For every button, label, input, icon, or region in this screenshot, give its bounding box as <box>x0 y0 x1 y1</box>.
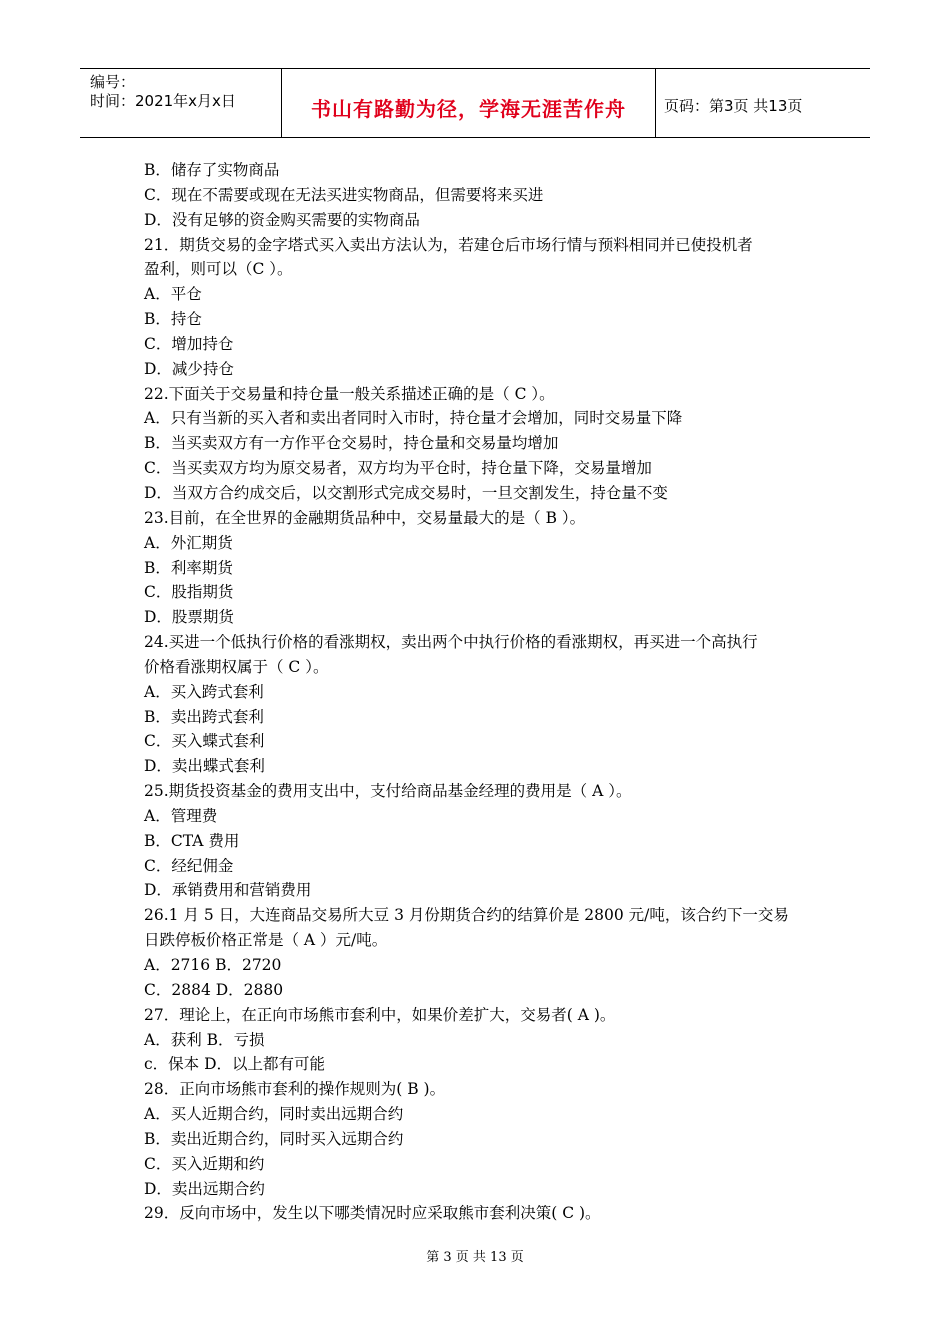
text-line: 28．正向市场熊市套利的操作规则为( B )。 <box>144 1080 446 1099</box>
text-line: C．现在不需要或现在无法买进实物商品，但需要将来买进 <box>144 185 544 204</box>
text-line: 29．反向市场中，发生以下哪类情况时应采取熊市套利决策( C )。 <box>144 1204 601 1223</box>
text-line: B．卖出跨式套利 <box>144 707 264 726</box>
text-line: A．管理费 <box>144 806 218 825</box>
text-line: A．平仓 <box>144 285 202 304</box>
text-line: D．当双方合约成交后，以交割形式完成交易时，一旦交割发生，持仓量不变 <box>144 483 668 502</box>
text-line: D．承销费用和营销费用 <box>144 881 312 900</box>
text-line: 价格看涨期权属于（ C ）。 <box>144 657 329 676</box>
text-line: D．股票期货 <box>144 608 234 627</box>
text-line: C．经纪佣金 <box>144 856 234 875</box>
text-line: 27．理论上，在正向市场熊市套利中，如果价差扩大，交易者( A )。 <box>144 1005 616 1024</box>
text-line: 日跌停板价格正常是（ A ）元/吨。 <box>144 931 388 950</box>
text-line: A．只有当新的买入者和卖出者同时入市时，持仓量才会增加，同时交易量下降 <box>144 409 683 428</box>
text-line: 26.1 月 5 日，大连商品交易所大豆 3 月份期货合约的结算价是 2800 元/吨，该合约下一交易 <box>144 906 789 925</box>
text-line: D．卖出蝶式套利 <box>144 757 265 776</box>
text-line: B．储存了实物商品 <box>144 161 280 179</box>
document-body <box>144 158 824 1226</box>
text-line: C．买入蝶式套利 <box>144 732 265 751</box>
motto-text: 书山有路勤为径，学海无涯苦作舟 <box>311 97 626 121</box>
text-line: C．增加持仓 <box>144 334 234 353</box>
text-line: A．买人近期合约，同时卖出远期合约 <box>144 1105 404 1124</box>
page-header <box>80 68 870 138</box>
text-line: B．当买卖双方有一方作平仓交易时，持仓量和交易量均增加 <box>144 434 559 453</box>
text-line: D．减少持仓 <box>144 359 234 378</box>
text-line: 24.买进一个低执行价格的看涨期权，卖出两个中执行价格的看涨期权，再买进一个高执行 <box>144 633 758 652</box>
text-line: A．获利 B．亏损 <box>144 1030 265 1049</box>
text-line: c．保本 D．以上都有可能 <box>144 1055 326 1074</box>
text-line: B．CTA 费用 <box>144 831 240 850</box>
text-line: 21．期货交易的金字塔式买入卖出方法认为，若建仓后市场行情与预料相同并已使投机者 <box>144 235 753 254</box>
text-line: 盈利，则可以（C ）。 <box>144 260 293 279</box>
text-line: D．没有足够的资金购买需要的实物商品 <box>144 210 420 229</box>
text-line: 25.期货投资基金的费用支出中，支付给商品基金经理的费用是（ A ）。 <box>144 782 632 801</box>
header-meta <box>80 69 282 137</box>
text-line: 23.目前，在全世界的金融期货品种中，交易量最大的是（ B ）。 <box>144 508 586 527</box>
text-line: B．持仓 <box>144 310 202 329</box>
text-line: B．利率期货 <box>144 558 233 577</box>
page-footer: 第 3 页 共 13 页 <box>426 1250 524 1265</box>
number-label: 编号： <box>90 73 136 91</box>
header-page-info: 页码：第3页 共13页 <box>664 97 803 115</box>
text-line: A．外汇期货 <box>144 533 233 552</box>
text-line: C．股指期货 <box>144 583 234 602</box>
text-line: C．当买卖双方均为原交易者，双方均为平仓时，持仓量下降，交易量增加 <box>144 459 652 478</box>
text-line: C．2884 D．2880 <box>144 980 284 999</box>
text-line: C．买入近期和约 <box>144 1154 265 1173</box>
text-line: 22.下面关于交易量和持仓量一般关系描述正确的是（ C ）。 <box>144 384 555 403</box>
text-line: B．卖出近期合约，同时买入远期合约 <box>144 1129 404 1148</box>
header-motto <box>282 69 656 137</box>
text-line: A．2716 B．2720 <box>144 956 282 974</box>
text-line: A．买入跨式套利 <box>144 682 264 701</box>
time-label: 时间：2021年x月x日 <box>90 92 236 110</box>
text-line: D．卖出远期合约 <box>144 1179 265 1198</box>
